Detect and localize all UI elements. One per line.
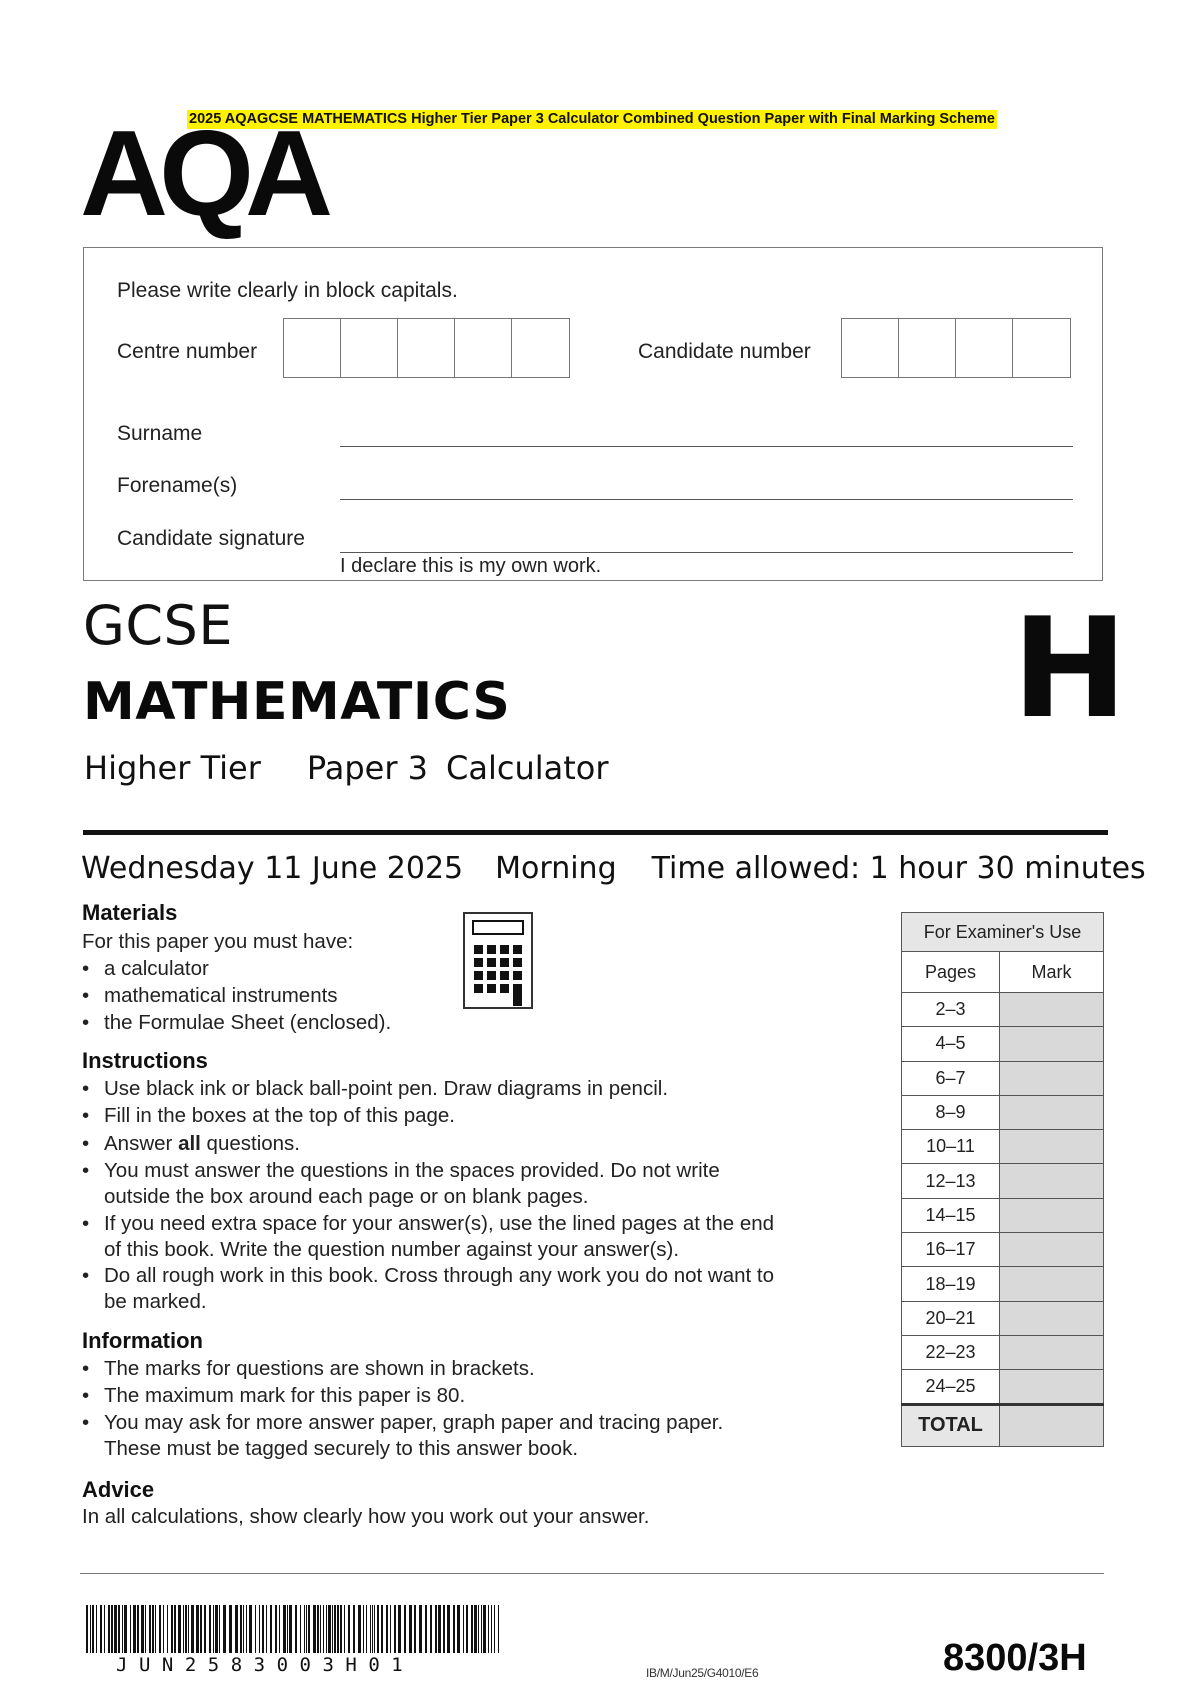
calculator-icon: [463, 912, 533, 1009]
document-title-banner: 2025 AQAGCSE MATHEMATICS Higher Tier Paper 3 Calculator Combined Question Paper with Final Marking Scheme: [189, 111, 995, 127]
materials-heading: Materials: [82, 900, 178, 925]
centre-number-digit-box[interactable]: [512, 319, 569, 377]
examiner-table-title: For Examiner's Use: [902, 913, 1104, 952]
session-line: [81, 851, 1146, 886]
tier-paper-line: [84, 749, 609, 787]
title-divider: [83, 830, 1108, 835]
table-row: 8–9: [902, 1095, 1104, 1129]
centre-number-digit-box[interactable]: [398, 319, 455, 377]
pages-column-header: Pages: [902, 952, 1000, 993]
candidate-number-boxes[interactable]: [841, 318, 1071, 378]
document-reference: IB/M/Jun25/G4010/E6: [646, 1666, 759, 1680]
time-allowed: Time allowed: 1 hour 30 minutes: [651, 851, 1146, 886]
mark-cell[interactable]: [1000, 1198, 1104, 1232]
mark-cell[interactable]: [1000, 1370, 1104, 1404]
table-row: 14–15: [902, 1198, 1104, 1232]
mark-cell[interactable]: [1000, 1164, 1104, 1198]
table-row: 4–5: [902, 1027, 1104, 1061]
surname-line[interactable]: [340, 446, 1073, 447]
table-row: 24–25: [902, 1370, 1104, 1404]
candidate-number-digit-box[interactable]: [1013, 319, 1070, 377]
table-row: 10–11: [902, 1130, 1104, 1164]
barcode: [86, 1605, 502, 1653]
centre-number-label: Centre number: [117, 340, 258, 363]
instructions-heading: Instructions: [82, 1048, 208, 1073]
candidate-number-digit-box[interactable]: [842, 319, 899, 377]
table-row: 2–3: [902, 993, 1104, 1027]
candidate-number-label: Candidate number: [638, 340, 811, 363]
candidate-number-digit-box[interactable]: [956, 319, 1013, 377]
centre-number-digit-box[interactable]: [455, 319, 512, 377]
total-label: TOTAL: [902, 1404, 1000, 1446]
candidate-number-digit-box[interactable]: [899, 319, 956, 377]
signature-label: Candidate signature: [117, 527, 305, 550]
calculator-text: Calculator: [446, 749, 609, 787]
table-row: 22–23: [902, 1335, 1104, 1369]
tier-text: Higher Tier: [84, 749, 261, 787]
total-row: [902, 1404, 1104, 1446]
mark-cell[interactable]: [1000, 993, 1104, 1027]
barcode-text: JUN2583003H01: [116, 1654, 415, 1676]
materials-intro: For this paper you must have:: [82, 930, 354, 953]
mark-cell[interactable]: [1000, 1301, 1104, 1335]
mark-cell[interactable]: [1000, 1095, 1104, 1129]
table-row: 20–21: [902, 1301, 1104, 1335]
total-mark-cell[interactable]: [1000, 1404, 1104, 1446]
centre-number-boxes[interactable]: [283, 318, 570, 378]
candidate-details-box: [83, 247, 1103, 581]
advice-text: In all calculations, show clearly how you work out your answer.: [82, 1505, 650, 1528]
table-row: 16–17: [902, 1233, 1104, 1267]
centre-number-digit-box[interactable]: [341, 319, 398, 377]
paper-code: 8300/3H: [943, 1637, 1087, 1679]
information-heading: Information: [82, 1328, 203, 1353]
block-capitals-instruction: Please write clearly in block capitals.: [117, 279, 458, 302]
centre-number-digit-box[interactable]: [284, 319, 341, 377]
mark-cell[interactable]: [1000, 1027, 1104, 1061]
exam-date: Wednesday 11 June 2025: [81, 851, 464, 886]
examiner-use-table: [901, 912, 1104, 1447]
forename-line[interactable]: [340, 499, 1073, 500]
mark-cell[interactable]: [1000, 1061, 1104, 1095]
footer-divider: [80, 1573, 1104, 1574]
mark-cell[interactable]: [1000, 1130, 1104, 1164]
signature-line[interactable]: [340, 552, 1073, 553]
mark-cell[interactable]: [1000, 1335, 1104, 1369]
subject-title: MATHEMATICS: [83, 672, 511, 732]
mark-column-header: Mark: [1000, 952, 1104, 993]
table-row: 18–19: [902, 1267, 1104, 1301]
tier-letter: H: [1012, 588, 1128, 749]
surname-label: Surname: [117, 422, 203, 445]
table-row: 12–13: [902, 1164, 1104, 1198]
aqa-logo: AQA: [80, 105, 325, 241]
forename-label: Forename(s): [117, 474, 238, 497]
declaration-text: I declare this is my own work.: [340, 555, 602, 577]
mark-cell[interactable]: [1000, 1267, 1104, 1301]
table-row: 6–7: [902, 1061, 1104, 1095]
mark-cell[interactable]: [1000, 1233, 1104, 1267]
paper-text: Paper 3: [306, 749, 429, 787]
exam-session: Morning: [495, 851, 617, 886]
advice-heading: Advice: [82, 1477, 155, 1502]
qualification-title: GCSE: [83, 594, 233, 657]
